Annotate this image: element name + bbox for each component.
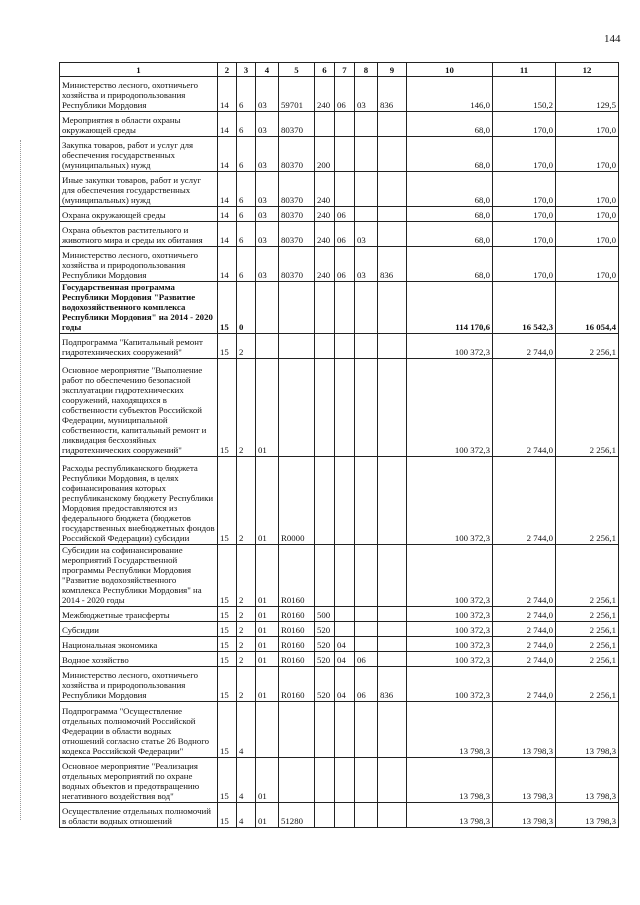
code-cell: 240 (315, 172, 335, 207)
amount-cell: 100 372,3 (407, 334, 493, 359)
code-cell: 200 (315, 137, 335, 172)
row-name-cell: Подпрограмма "Осуществление отдельных полномочий Российской Федерации в области водных отношений согласно статье 26 Водного кодекса Российской Федерации" (60, 702, 218, 758)
code-cell: 04 (335, 652, 355, 667)
amount-cell: 13 798,3 (407, 758, 493, 803)
amount-cell: 170,0 (556, 207, 619, 222)
code-cell (378, 359, 407, 457)
code-cell (355, 359, 378, 457)
code-cell (315, 545, 335, 607)
row-name-cell: Субсидии (60, 622, 218, 637)
code-cell: 2 (237, 545, 256, 607)
code-cell (355, 803, 378, 828)
amount-cell: 16 054,4 (556, 282, 619, 334)
code-cell: 14 (218, 222, 237, 247)
row-name-cell: Национальная экономика (60, 637, 218, 652)
header-cell: 12 (556, 63, 619, 77)
code-cell (355, 172, 378, 207)
amount-cell: 170,0 (556, 112, 619, 137)
amount-cell: 2 744,0 (493, 359, 556, 457)
amount-cell: 2 744,0 (493, 607, 556, 622)
table-row (60, 207, 619, 222)
code-cell: 240 (315, 77, 335, 112)
amount-cell: 129,5 (556, 77, 619, 112)
amount-cell: 2 256,1 (556, 545, 619, 607)
code-cell: 520 (315, 637, 335, 652)
amount-cell: 146,0 (407, 77, 493, 112)
amount-cell: 100 372,3 (407, 359, 493, 457)
code-cell (378, 652, 407, 667)
code-cell: R0160 (279, 545, 315, 607)
code-cell (378, 803, 407, 828)
code-cell: 80370 (279, 137, 315, 172)
code-cell: 15 (218, 457, 237, 545)
amount-cell: 100 372,3 (407, 622, 493, 637)
amount-cell: 2 256,1 (556, 622, 619, 637)
code-cell: 15 (218, 758, 237, 803)
table-row (60, 622, 619, 637)
code-cell (355, 457, 378, 545)
code-cell (279, 282, 315, 334)
code-cell: 2 (237, 334, 256, 359)
code-cell: 80370 (279, 172, 315, 207)
table-row (60, 758, 619, 803)
amount-cell: 170,0 (556, 222, 619, 247)
code-cell (315, 702, 335, 758)
amount-cell: 170,0 (493, 172, 556, 207)
amount-cell: 13 798,3 (556, 758, 619, 803)
code-cell: R0160 (279, 667, 315, 702)
code-cell: 03 (256, 77, 279, 112)
code-cell (378, 622, 407, 637)
code-cell: 04 (335, 637, 355, 652)
header-cell: 3 (237, 63, 256, 77)
row-name-cell: Водное хозяйство (60, 652, 218, 667)
code-cell: 4 (237, 803, 256, 828)
code-cell (378, 222, 407, 247)
code-cell (378, 137, 407, 172)
amount-cell: 2 744,0 (493, 622, 556, 637)
row-name-cell: Министерство лесного, охотничьего хозяйства и природопользования Республики Мордовия (60, 667, 218, 702)
header-cell: 8 (355, 63, 378, 77)
code-cell: 2 (237, 637, 256, 652)
amount-cell: 170,0 (493, 112, 556, 137)
code-cell (355, 622, 378, 637)
code-cell (355, 637, 378, 652)
amount-cell: 170,0 (493, 207, 556, 222)
code-cell: 03 (256, 222, 279, 247)
amount-cell: 13 798,3 (493, 758, 556, 803)
header-cell: 7 (335, 63, 355, 77)
code-cell: 80370 (279, 207, 315, 222)
amount-cell: 2 256,1 (556, 607, 619, 622)
code-cell (355, 702, 378, 758)
code-cell (355, 112, 378, 137)
row-name-cell: Субсидии на софинансирование мероприятий Государственной программы Республики Мордовия "Развитие водохозяйственного комплекса Республики Мордовия" на 2014 - 2020 годы (60, 545, 218, 607)
code-cell: 14 (218, 112, 237, 137)
code-cell: 15 (218, 652, 237, 667)
code-cell (335, 545, 355, 607)
code-cell (335, 359, 355, 457)
amount-cell: 68,0 (407, 137, 493, 172)
table-row (60, 334, 619, 359)
amount-cell: 13 798,3 (556, 702, 619, 758)
amount-cell: 170,0 (493, 247, 556, 282)
code-cell: 4 (237, 758, 256, 803)
amount-cell: 13 798,3 (493, 702, 556, 758)
code-cell (256, 282, 279, 334)
amount-cell: 2 744,0 (493, 652, 556, 667)
code-cell (335, 758, 355, 803)
code-cell: 836 (378, 247, 407, 282)
code-cell: 01 (256, 758, 279, 803)
table-row (60, 77, 619, 112)
amount-cell: 68,0 (407, 207, 493, 222)
header-cell: 5 (279, 63, 315, 77)
code-cell: R0160 (279, 622, 315, 637)
amount-cell: 2 256,1 (556, 334, 619, 359)
code-cell: 6 (237, 207, 256, 222)
code-cell (315, 758, 335, 803)
amount-cell: 2 256,1 (556, 652, 619, 667)
code-cell: 14 (218, 137, 237, 172)
code-cell: 15 (218, 803, 237, 828)
amount-cell: 13 798,3 (407, 702, 493, 758)
table-row (60, 702, 619, 758)
code-cell: 15 (218, 334, 237, 359)
code-cell (355, 545, 378, 607)
code-cell: 14 (218, 77, 237, 112)
amount-cell: 16 542,3 (493, 282, 556, 334)
header-cell: 6 (315, 63, 335, 77)
code-cell: 03 (256, 137, 279, 172)
amount-cell: 100 372,3 (407, 457, 493, 545)
code-cell (256, 334, 279, 359)
code-cell: 80370 (279, 112, 315, 137)
code-cell: 14 (218, 247, 237, 282)
code-cell (315, 359, 335, 457)
code-cell: 06 (335, 247, 355, 282)
code-cell: 03 (256, 112, 279, 137)
table-row (60, 112, 619, 137)
amount-cell: 2 256,1 (556, 457, 619, 545)
header-cell: 11 (493, 63, 556, 77)
code-cell: 240 (315, 247, 335, 282)
code-cell: 51280 (279, 803, 315, 828)
code-cell (315, 803, 335, 828)
code-cell: 4 (237, 702, 256, 758)
amount-cell: 13 798,3 (493, 803, 556, 828)
code-cell: 01 (256, 622, 279, 637)
table-row (60, 667, 619, 702)
amount-cell: 2 256,1 (556, 637, 619, 652)
code-cell: 15 (218, 545, 237, 607)
code-cell: 2 (237, 457, 256, 545)
code-cell: 06 (335, 222, 355, 247)
code-cell: 15 (218, 702, 237, 758)
amount-cell: 100 372,3 (407, 667, 493, 702)
code-cell: 2 (237, 652, 256, 667)
code-cell (335, 702, 355, 758)
row-name-cell: Основное мероприятие "Реализация отдельных мероприятий по охране водных объектов и предотвращению негативного воздействия вод" (60, 758, 218, 803)
code-cell (378, 702, 407, 758)
code-cell: 01 (256, 545, 279, 607)
code-cell: 01 (256, 803, 279, 828)
amount-cell: 114 170,6 (407, 282, 493, 334)
table-row (60, 607, 619, 622)
code-cell: 6 (237, 137, 256, 172)
code-cell: 14 (218, 207, 237, 222)
code-cell (279, 702, 315, 758)
code-cell: 06 (335, 77, 355, 112)
code-cell: 6 (237, 222, 256, 247)
table-row (60, 652, 619, 667)
code-cell: 6 (237, 172, 256, 207)
amount-cell: 170,0 (556, 247, 619, 282)
amount-cell: 170,0 (493, 137, 556, 172)
code-cell (378, 282, 407, 334)
code-cell: R0000 (279, 457, 315, 545)
page-number: 144 (604, 33, 621, 45)
row-name-cell: Государственная программа Республики Мордовия "Развитие водохозяйственного комплекса Республики Мордовия" на 2014 - 2020 годы (60, 282, 218, 334)
code-cell: 01 (256, 607, 279, 622)
amount-cell: 170,0 (556, 172, 619, 207)
code-cell: 6 (237, 77, 256, 112)
code-cell: 500 (315, 607, 335, 622)
table-row (60, 359, 619, 457)
code-cell (355, 137, 378, 172)
code-cell: 520 (315, 652, 335, 667)
code-cell: 6 (237, 247, 256, 282)
amount-cell: 2 744,0 (493, 334, 556, 359)
code-cell: 836 (378, 667, 407, 702)
code-cell (335, 282, 355, 334)
code-cell: 2 (237, 607, 256, 622)
row-name-cell: Охрана объектов растительного и животного мира и среды их обитания (60, 222, 218, 247)
code-cell: 80370 (279, 222, 315, 247)
row-name-cell: Охрана окружающей среды (60, 207, 218, 222)
amount-cell: 2 744,0 (493, 667, 556, 702)
code-cell: 06 (355, 652, 378, 667)
row-name-cell: Осуществление отдельных полномочий в области водных отношений (60, 803, 218, 828)
amount-cell: 2 744,0 (493, 457, 556, 545)
row-name-cell: Расходы республиканского бюджета Республики Мордовия, в целях софинансирования которых республиканскому бюджету Республики Мордовия предоставляются из федерального бюджета (бюджетов государственных внебюджетных фондов Российской Федерации) субсидии (60, 457, 218, 545)
code-cell: 15 (218, 667, 237, 702)
amount-cell: 150,2 (493, 77, 556, 112)
amount-cell: 100 372,3 (407, 637, 493, 652)
code-cell (378, 207, 407, 222)
amount-cell: 68,0 (407, 222, 493, 247)
code-cell: R0160 (279, 637, 315, 652)
code-cell (355, 758, 378, 803)
code-cell (378, 607, 407, 622)
code-cell (335, 112, 355, 137)
code-cell: 06 (335, 207, 355, 222)
code-cell: 6 (237, 112, 256, 137)
amount-cell: 170,0 (493, 222, 556, 247)
code-cell: R0160 (279, 652, 315, 667)
row-name-cell: Иные закупки товаров, работ и услуг для обеспечения государственных (муниципальных) нужд (60, 172, 218, 207)
code-cell (315, 457, 335, 545)
table-row (60, 172, 619, 207)
code-cell (279, 359, 315, 457)
row-name-cell: Основное мероприятие "Выполнение работ по обеспечению безопасной эксплуатации гидротехнических сооружений, находящихся в собственности субъектов Российской Федерации, муниципальной собственности, капитальный ремонт и ликвидация бесхозяйных гидротехнических сооружений" (60, 359, 218, 457)
code-cell (378, 457, 407, 545)
table-row (60, 457, 619, 545)
code-cell: 01 (256, 457, 279, 545)
row-name-cell: Министерство лесного, охотничьего хозяйства и природопользования Республики Мордовия (60, 247, 218, 282)
code-cell: 01 (256, 652, 279, 667)
code-cell (335, 607, 355, 622)
row-name-cell: Межбюджетные трансферты (60, 607, 218, 622)
code-cell (378, 758, 407, 803)
code-cell: R0160 (279, 607, 315, 622)
header-cell: 9 (378, 63, 407, 77)
code-cell (315, 112, 335, 137)
header-cell: 10 (407, 63, 493, 77)
code-cell (335, 137, 355, 172)
table-header-row (60, 63, 619, 77)
scan-edge-mark (20, 140, 22, 820)
code-cell: 80370 (279, 247, 315, 282)
code-cell (315, 282, 335, 334)
table-row (60, 637, 619, 652)
code-cell: 04 (335, 667, 355, 702)
amount-cell: 68,0 (407, 172, 493, 207)
code-cell (378, 172, 407, 207)
code-cell: 03 (256, 207, 279, 222)
code-cell (335, 803, 355, 828)
amount-cell: 100 372,3 (407, 652, 493, 667)
code-cell: 06 (355, 667, 378, 702)
code-cell (279, 334, 315, 359)
amount-cell: 100 372,3 (407, 545, 493, 607)
code-cell: 01 (256, 667, 279, 702)
code-cell: 03 (355, 222, 378, 247)
code-cell: 03 (355, 247, 378, 282)
code-cell (378, 112, 407, 137)
code-cell (378, 545, 407, 607)
code-cell: 03 (355, 77, 378, 112)
budget-table (59, 62, 619, 828)
code-cell: 15 (218, 282, 237, 334)
code-cell (315, 334, 335, 359)
code-cell: 2 (237, 622, 256, 637)
table-row (60, 222, 619, 247)
code-cell (335, 457, 355, 545)
code-cell (335, 172, 355, 207)
amount-cell: 2 256,1 (556, 359, 619, 457)
amount-cell: 2 256,1 (556, 667, 619, 702)
code-cell (355, 334, 378, 359)
table-row (60, 137, 619, 172)
header-cell: 4 (256, 63, 279, 77)
code-cell (256, 702, 279, 758)
table-row (60, 247, 619, 282)
code-cell: 520 (315, 667, 335, 702)
code-cell: 03 (256, 172, 279, 207)
amount-cell: 68,0 (407, 112, 493, 137)
amount-cell: 100 372,3 (407, 607, 493, 622)
code-cell (355, 607, 378, 622)
code-cell: 2 (237, 667, 256, 702)
code-cell: 520 (315, 622, 335, 637)
code-cell: 15 (218, 607, 237, 622)
code-cell: 240 (315, 222, 335, 247)
row-name-cell: Закупка товаров, работ и услуг для обеспечения государственных (муниципальных) нужд (60, 137, 218, 172)
code-cell: 15 (218, 359, 237, 457)
code-cell (355, 282, 378, 334)
code-cell: 01 (256, 359, 279, 457)
amount-cell: 2 744,0 (493, 545, 556, 607)
code-cell: 03 (256, 247, 279, 282)
amount-cell: 170,0 (556, 137, 619, 172)
code-cell: 15 (218, 637, 237, 652)
amount-cell: 13 798,3 (407, 803, 493, 828)
amount-cell: 13 798,3 (556, 803, 619, 828)
table-row (60, 282, 619, 334)
code-cell (279, 758, 315, 803)
row-name-cell: Министерство лесного, охотничьего хозяйства и природопользования Республики Мордовия (60, 77, 218, 112)
code-cell: 14 (218, 172, 237, 207)
code-cell (355, 207, 378, 222)
code-cell (378, 334, 407, 359)
amount-cell: 2 744,0 (493, 637, 556, 652)
code-cell: 2 (237, 359, 256, 457)
amount-cell: 68,0 (407, 247, 493, 282)
row-name-cell: Мероприятия в области охраны окружающей среды (60, 112, 218, 137)
code-cell (335, 334, 355, 359)
header-cell: 2 (218, 63, 237, 77)
table-row (60, 803, 619, 828)
code-cell: 240 (315, 207, 335, 222)
code-cell (335, 622, 355, 637)
code-cell: 01 (256, 637, 279, 652)
code-cell: 0 (237, 282, 256, 334)
code-cell: 15 (218, 622, 237, 637)
row-name-cell: Подпрограмма "Капитальный ремонт гидротехнических сооружений" (60, 334, 218, 359)
code-cell (378, 637, 407, 652)
code-cell: 836 (378, 77, 407, 112)
code-cell: 59701 (279, 77, 315, 112)
header-cell: 1 (60, 63, 218, 77)
table-row (60, 545, 619, 607)
